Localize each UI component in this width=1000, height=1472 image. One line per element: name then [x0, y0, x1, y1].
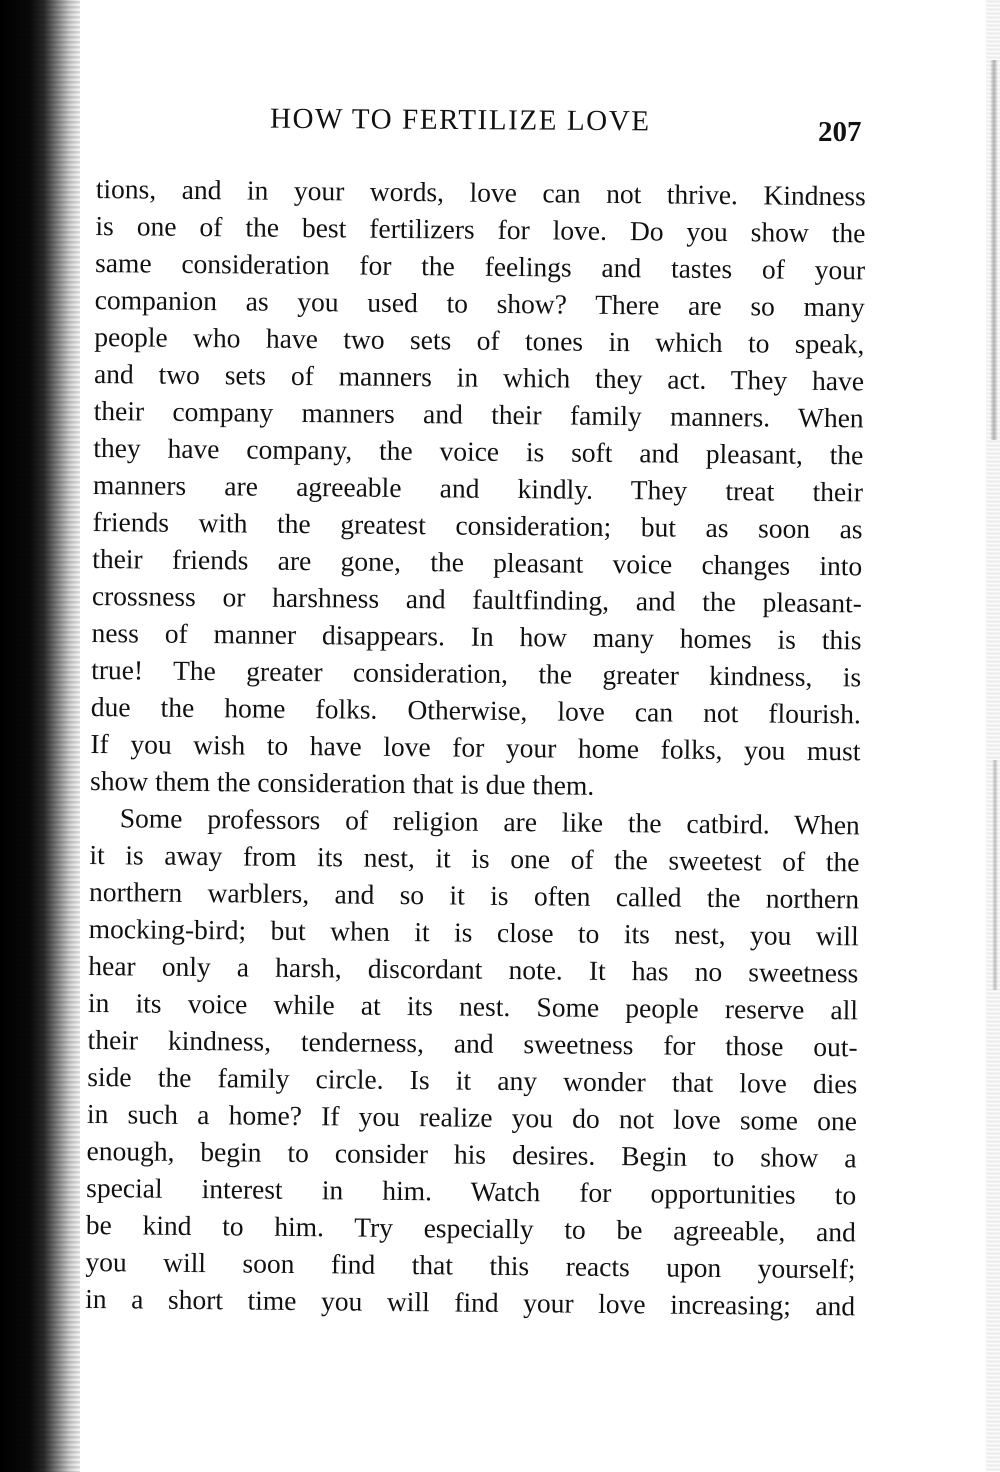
page-edge-mark [990, 60, 998, 440]
text-line: manners are agreeable and kindly. They treat their [92, 468, 864, 508]
text-line: and two sets of manners in which they act. They have [93, 357, 865, 397]
paragraph [85, 799, 860, 1324]
text-line: Some professors of religion are like the catbird. When [119, 802, 860, 841]
text-line: special interest in him. Watch for opportunities to [86, 1171, 857, 1211]
text-line: true! The greater consideration, the greater kindness, is [91, 653, 862, 693]
text-line: side the family circle. Is it any wonder that love dies [87, 1060, 858, 1100]
binding-shadow [0, 0, 80, 1472]
text-line: their friends are gone, the pleasant voice changes into [92, 542, 863, 582]
text-line: their company manners and their family manners. When [93, 394, 864, 434]
text-line: in its voice while at its nest. Some people reserve all [87, 986, 859, 1026]
text-line: it is away from its nest, it is one of the sweetest of the [89, 838, 860, 878]
text-line: enough, begin to consider his desires. Begin to show a [86, 1134, 857, 1174]
text-line: companion as you used to show? There are so many [94, 283, 865, 323]
running-title: HOW TO FERTILIZE LOVE [269, 102, 651, 138]
text-line: you will soon find that this reacts upon yourself; [85, 1245, 856, 1285]
text-line: hear only a harsh, discordant note. It has no sweetness [88, 949, 859, 989]
page-edge-mark [992, 760, 998, 990]
text-line: If you wish to have love for your home folks, you must [90, 727, 861, 767]
text-line: friends with the greatest consideration; but as soon as [92, 505, 863, 545]
text-line: people who have two sets of tones in which to speak, [94, 320, 865, 360]
text-line: due the home folks. Otherwise, love can not flourish. [90, 690, 861, 730]
paragraph [90, 170, 866, 806]
text-line: tions, and in your words, love can not thrive. Kindness [95, 172, 866, 212]
text-line: in such a home? If you realize you do not love some one [86, 1097, 858, 1137]
text-line: northern warblers, and so it is often called the northern [88, 875, 860, 915]
body-text [85, 170, 866, 1324]
text-line: in a short time you will find your love increasing; and [85, 1282, 856, 1322]
text-line: same consideration for the feelings and tastes of your [94, 246, 866, 286]
text-line: crossness or harshness and faultfinding, and the pleasant- [91, 579, 863, 619]
text-line: their kindness, tenderness, and sweetness for those out- [87, 1023, 858, 1063]
page-number: 207 [818, 116, 862, 148]
text-line: mocking-bird; but when it is close to its nest, you will [88, 912, 859, 952]
text-line: ness of manner disappears. In how many homes is this [91, 616, 862, 656]
text-line: is one of the best fertilizers for love. Do you show the [95, 209, 866, 249]
text-line: show them the consideration that is due them. [89, 764, 595, 801]
text-line: they have company, the voice is soft and pleasant, the [93, 431, 864, 471]
text-line: be kind to him. Try especially to be agreeable, and [85, 1208, 856, 1248]
